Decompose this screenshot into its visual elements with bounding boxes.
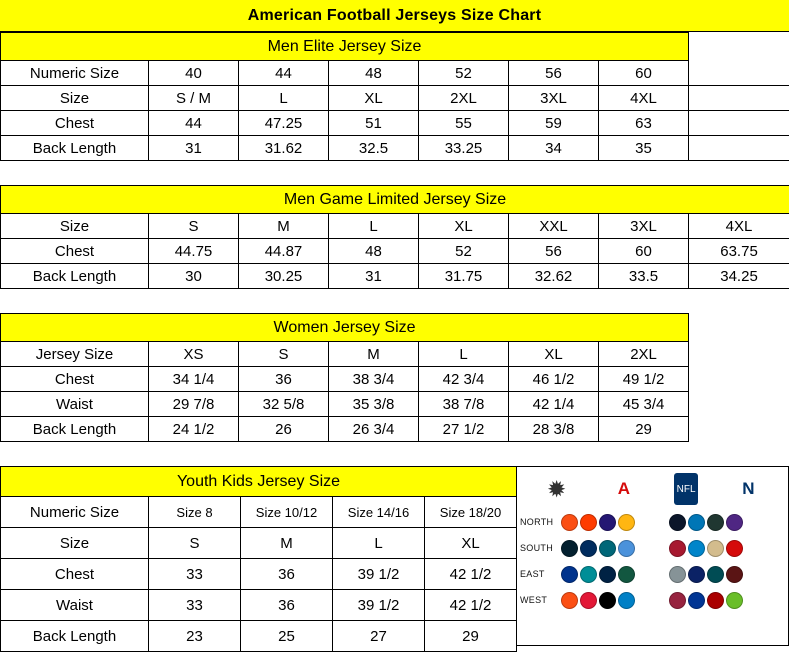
team-logo-saints xyxy=(707,540,724,557)
cell: 44.75 xyxy=(149,239,239,264)
table-row xyxy=(1,559,517,590)
division-row xyxy=(517,509,788,535)
row-label: Chest xyxy=(1,367,149,392)
cell: 29 xyxy=(599,417,689,442)
row-label: Waist xyxy=(1,392,149,417)
team-logo-titans xyxy=(618,540,635,557)
spacer-cell xyxy=(689,342,789,367)
table-row xyxy=(1,264,789,289)
cell: S xyxy=(239,342,329,367)
cell: L xyxy=(333,528,425,559)
team-logo-patriots xyxy=(599,566,616,583)
cell: 36 xyxy=(241,559,333,590)
cell: L xyxy=(239,86,329,111)
row-label: Jersey Size xyxy=(1,342,149,367)
spacer-cell xyxy=(689,367,789,392)
cell: Size 10/12 xyxy=(241,497,333,528)
row-label: Chest xyxy=(1,239,149,264)
team-logo-packers xyxy=(707,514,724,531)
row-label: Size xyxy=(1,86,149,111)
team-logo-panthers xyxy=(688,540,705,557)
team-logo-ravens xyxy=(599,514,616,531)
spacer-cell xyxy=(689,392,789,417)
table-section-row xyxy=(1,314,789,342)
cell: 60 xyxy=(599,239,689,264)
section-spacer xyxy=(0,442,789,466)
cell: 63 xyxy=(599,111,689,136)
cell: 32 5/8 xyxy=(239,392,329,417)
bottom-section xyxy=(0,466,789,652)
empty-cell xyxy=(689,111,789,136)
division-label: EAST xyxy=(520,569,545,579)
cell: 56 xyxy=(509,61,599,86)
section-spacer xyxy=(0,161,789,185)
afc-team-logos xyxy=(561,592,669,609)
page-title-bar xyxy=(0,0,789,32)
team-logo-lions xyxy=(688,514,705,531)
row-label: Back Length xyxy=(1,264,149,289)
row-label: Size xyxy=(1,214,149,239)
cell: 48 xyxy=(329,239,419,264)
cell: S xyxy=(149,214,239,239)
team-logo-cardinals xyxy=(669,592,686,609)
cell: 4XL xyxy=(689,214,789,239)
team-logo-49ers xyxy=(707,592,724,609)
cell: Size 14/16 xyxy=(333,497,425,528)
table-row xyxy=(1,417,789,442)
cell: L xyxy=(329,214,419,239)
cell: 34 xyxy=(509,136,599,161)
nfl-shield-icon: NFL xyxy=(674,473,698,505)
cell: 29 7/8 xyxy=(149,392,239,417)
cell: 44 xyxy=(239,61,329,86)
division-row xyxy=(517,535,788,561)
cell: 31 xyxy=(329,264,419,289)
spacer-cell xyxy=(689,33,789,61)
nfc-team-logos xyxy=(669,592,777,609)
team-logo-colts xyxy=(580,540,597,557)
row-label: Back Length xyxy=(1,136,149,161)
section-title-men-elite: Men Elite Jersey Size xyxy=(1,33,689,61)
cell: 45 3/4 xyxy=(599,392,689,417)
divisions-grid xyxy=(517,509,788,613)
team-logo-vikings xyxy=(726,514,743,531)
team-logo-chiefs xyxy=(580,592,597,609)
cell: XS xyxy=(149,342,239,367)
division-row xyxy=(517,587,788,613)
row-label: Size xyxy=(1,528,149,559)
men-game-limited-table xyxy=(0,185,789,289)
star-logo-icon: ✹ xyxy=(548,478,565,501)
cell: 34.25 xyxy=(689,264,789,289)
table-row xyxy=(1,61,789,86)
division-label: SOUTH xyxy=(520,543,553,553)
cell: 39 1/2 xyxy=(333,559,425,590)
team-logo-broncos xyxy=(561,592,578,609)
cell: 51 xyxy=(329,111,419,136)
cell: 63.75 xyxy=(689,239,789,264)
division-label: WEST xyxy=(520,595,548,605)
cell: 33 xyxy=(149,590,241,621)
team-logo-steelers xyxy=(618,514,635,531)
cell: 49 1/2 xyxy=(599,367,689,392)
youth-kids-table xyxy=(0,466,517,652)
cell: Size 8 xyxy=(149,497,241,528)
table-section-row xyxy=(1,186,789,214)
nfc-team-logos xyxy=(669,566,777,583)
row-label: Waist xyxy=(1,590,149,621)
table-row xyxy=(1,621,517,652)
spacer-cell xyxy=(689,417,789,442)
team-logo-jaguars xyxy=(599,540,616,557)
team-logo-rams xyxy=(688,592,705,609)
cell: 39 1/2 xyxy=(333,590,425,621)
cell: S / M xyxy=(149,86,239,111)
team-logo-eagles xyxy=(707,566,724,583)
cell: 33.5 xyxy=(599,264,689,289)
cell: 2XL xyxy=(599,342,689,367)
cell: L xyxy=(419,342,509,367)
cell: 35 xyxy=(599,136,689,161)
cell: 23 xyxy=(149,621,241,652)
cell: 30.25 xyxy=(239,264,329,289)
team-logo-giants xyxy=(688,566,705,583)
cell: XXL xyxy=(509,214,599,239)
team-logo-bills xyxy=(561,566,578,583)
empty-cell xyxy=(689,136,789,161)
team-logo-buccaneers xyxy=(726,540,743,557)
team-logo-falcons xyxy=(669,540,686,557)
team-logo-bears xyxy=(669,514,686,531)
team-logo-raiders xyxy=(599,592,616,609)
team-logo-jets xyxy=(618,566,635,583)
section-spacer xyxy=(0,289,789,313)
cell: 24 1/2 xyxy=(149,417,239,442)
cell: XL xyxy=(419,214,509,239)
team-logo-commanders xyxy=(726,566,743,583)
nfl-teams-block xyxy=(516,466,789,646)
cell: 55 xyxy=(419,111,509,136)
cell: 32.62 xyxy=(509,264,599,289)
table-row xyxy=(1,111,789,136)
cell: 47.25 xyxy=(239,111,329,136)
cell: M xyxy=(239,214,329,239)
cell: 3XL xyxy=(509,86,599,111)
conference-logo-row xyxy=(517,467,788,509)
nfc-team-logos xyxy=(669,514,777,531)
row-label: Back Length xyxy=(1,621,149,652)
youth-table-wrapper xyxy=(0,466,516,652)
team-logo-dolphins xyxy=(580,566,597,583)
section-title-women: Women Jersey Size xyxy=(1,314,689,342)
cell: 34 1/4 xyxy=(149,367,239,392)
cell: 3XL xyxy=(599,214,689,239)
cell: 25 xyxy=(241,621,333,652)
cell: M xyxy=(329,342,419,367)
spacer-cell xyxy=(689,61,789,86)
cell: 40 xyxy=(149,61,239,86)
table-row xyxy=(1,497,517,528)
table-row xyxy=(1,342,789,367)
cell: 60 xyxy=(599,61,689,86)
cell: M xyxy=(241,528,333,559)
cell: 31 xyxy=(149,136,239,161)
nfc-logo-icon: N xyxy=(742,479,755,498)
cell: 26 xyxy=(239,417,329,442)
cell: 36 xyxy=(241,590,333,621)
cell: XL xyxy=(425,528,517,559)
cell: 29 xyxy=(425,621,517,652)
cell: 33.25 xyxy=(419,136,509,161)
cell: 38 3/4 xyxy=(329,367,419,392)
row-label: Chest xyxy=(1,111,149,136)
cell: 42 3/4 xyxy=(419,367,509,392)
spacer-cell xyxy=(689,314,789,342)
table-row xyxy=(1,367,789,392)
cell: 36 xyxy=(239,367,329,392)
division-label: NORTH xyxy=(520,517,554,527)
cell: 32.5 xyxy=(329,136,419,161)
cell: 42 1/2 xyxy=(425,590,517,621)
cell: 46 1/2 xyxy=(509,367,599,392)
cell: 59 xyxy=(509,111,599,136)
table-row xyxy=(1,86,789,111)
cell: 52 xyxy=(419,239,509,264)
afc-team-logos xyxy=(561,540,669,557)
team-logo-bengals xyxy=(561,514,578,531)
section-title-men-game-limited: Men Game Limited Jersey Size xyxy=(1,186,789,214)
row-label: Numeric Size xyxy=(1,497,149,528)
cell: 48 xyxy=(329,61,419,86)
cell: 52 xyxy=(419,61,509,86)
cell: 42 1/2 xyxy=(425,559,517,590)
cell: 42 1/4 xyxy=(509,392,599,417)
cell: 38 7/8 xyxy=(419,392,509,417)
division-row xyxy=(517,561,788,587)
cell: Size 18/20 xyxy=(425,497,517,528)
table-section-row xyxy=(1,467,517,497)
table-row xyxy=(1,239,789,264)
cell: 31.75 xyxy=(419,264,509,289)
team-logo-texans xyxy=(561,540,578,557)
cell: XL xyxy=(329,86,419,111)
table-row xyxy=(1,136,789,161)
cell: 30 xyxy=(149,264,239,289)
row-label: Back Length xyxy=(1,417,149,442)
empty-cell xyxy=(689,86,789,111)
team-logo-chargers xyxy=(618,592,635,609)
table-row xyxy=(1,590,517,621)
table-row xyxy=(1,214,789,239)
cell: XL xyxy=(509,342,599,367)
cell: 27 1/2 xyxy=(419,417,509,442)
page-title: American Football Jerseys Size Chart xyxy=(247,6,542,24)
afc-team-logos xyxy=(561,566,669,583)
cell: 26 3/4 xyxy=(329,417,419,442)
team-logo-cowboys xyxy=(669,566,686,583)
table-row xyxy=(1,392,789,417)
team-logo-browns xyxy=(580,514,597,531)
row-label: Numeric Size xyxy=(1,61,149,86)
nfc-team-logos xyxy=(669,540,777,557)
afc-logo-icon: A xyxy=(617,479,631,498)
cell: 35 3/8 xyxy=(329,392,419,417)
table-row xyxy=(1,528,517,559)
table-section-row xyxy=(1,33,789,61)
cell: 2XL xyxy=(419,86,509,111)
men-elite-table xyxy=(0,32,789,161)
team-logo-seahawks xyxy=(726,592,743,609)
section-title-youth: Youth Kids Jersey Size xyxy=(1,467,517,497)
cell: 4XL xyxy=(599,86,689,111)
cell: 28 3/8 xyxy=(509,417,599,442)
row-label: Chest xyxy=(1,559,149,590)
cell: 44.87 xyxy=(239,239,329,264)
cell: 27 xyxy=(333,621,425,652)
cell: 31.62 xyxy=(239,136,329,161)
cell: 56 xyxy=(509,239,599,264)
women-table xyxy=(0,313,789,442)
cell: 33 xyxy=(149,559,241,590)
afc-team-logos xyxy=(561,514,669,531)
cell: 44 xyxy=(149,111,239,136)
cell: S xyxy=(149,528,241,559)
